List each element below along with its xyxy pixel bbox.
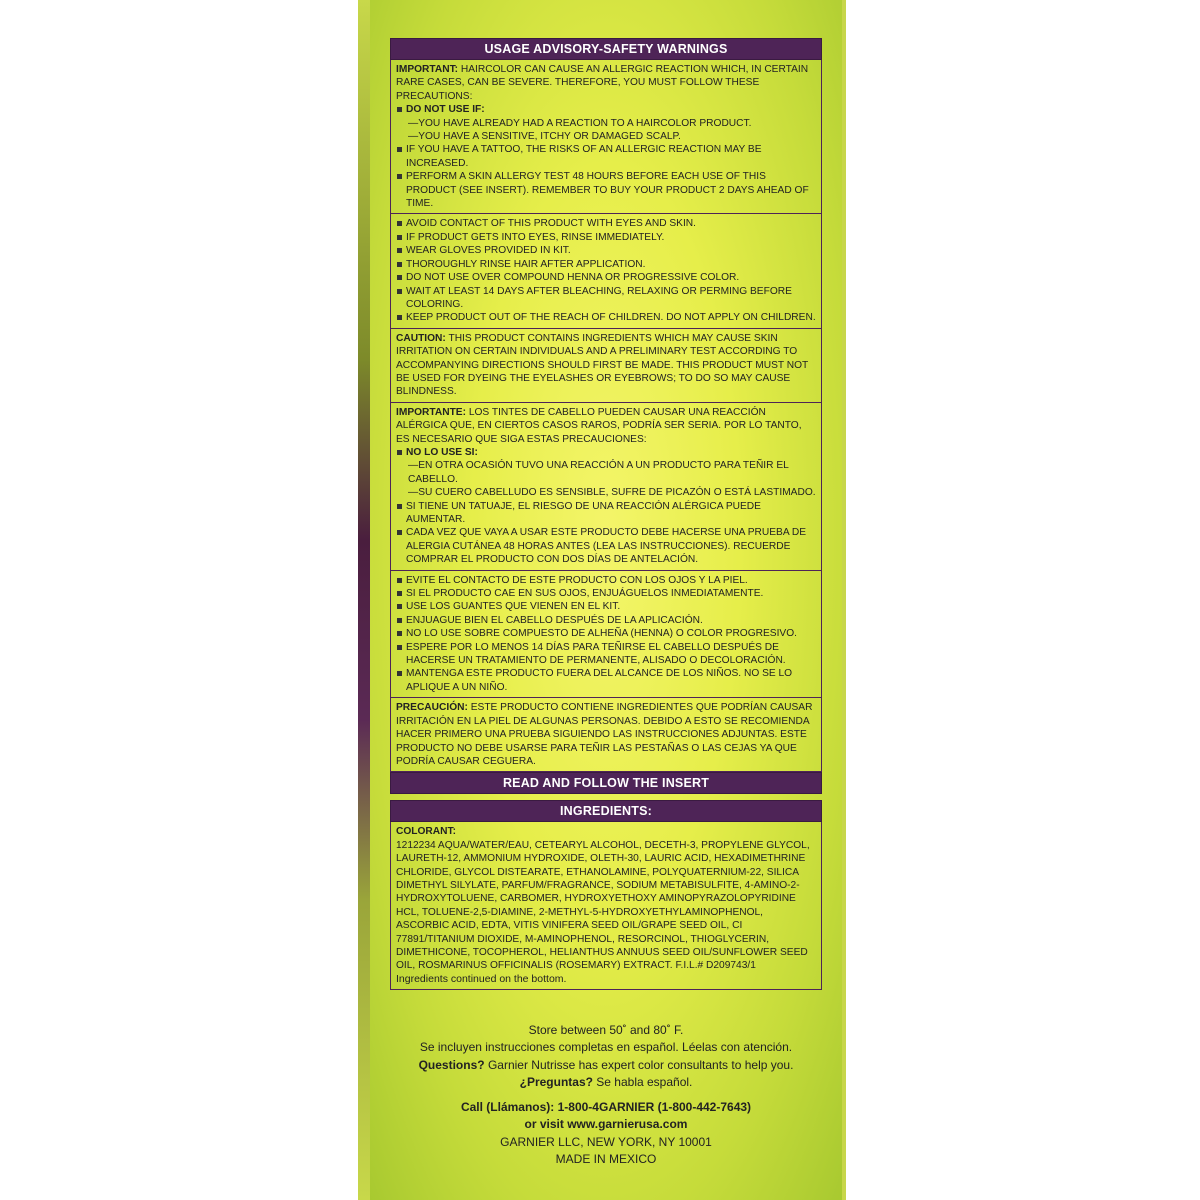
es-caution-text: ESTE PRODUCTO CONTIENE INGREDIENTES QUE PODRÍAN CAUSAR IRRITACIÓN EN LA PIEL DE ALGUNAS PERSONAS. DEBIDO A ESTO SE RECOMIENDA HACER PRIMERO UNA PRUEBA SIGUIENDO LAS INSTRUCCIONES ADJUNTAS. ESTE PRODUCTO NO DEBE USARSE PARA TEÑIR LAS PESTAÑAS O LAS CEJAS YA QUE PODRÍA CAUSAR CEGUERA. [396,702,813,767]
read-insert-banner: READ AND FOLLOW THE INSERT [390,772,822,794]
es-bullet-item: SI TIENE UN TATUAJE, EL RIESGO DE UNA REACCIÓN ALÉRGICA PUEDE AUMENTAR. [396,500,816,527]
en-caution-label: CAUTION: [396,332,446,344]
en-precaution-item: WAIT AT LEAST 14 DAYS AFTER BLEACHING, RELAXING OR PERMING BEFORE COLORING. [396,285,816,312]
colorant-text: 1212234 AQUA/WATER/EAU, CETEARYL ALCOHOL, DECETH-3, PROPYLENE GLYCOL, LAURETH-12, AMMONIUM HYDROXIDE, OLETH-30, LAURIC ACID, HEXADIMETHRINE CHLORIDE, GLYCOL DISTEARATE, ETHANOLAMINE, POLYQUATERNIUM-22, SILICA DIMETHYL SILYLATE, PARFUM/FRAGRANCE, SODIUM METABISULFITE, 4-AMINO-2-HYDROXYTOLUENE, CARBOMER, HYDROXYETHOXY AMINOPYRAZOLOPYRIDINE HCL, TOLUENE-2,5-DIAMINE, 2-METHYL-5-HYDROXYETHYLAMINOPHENOL, ASCORBIC ACID, EDTA, VITIS VINIFERA SEED OIL/GRAPE SEED OIL, CI 77891/TITANIUM DIOXIDE, M-AMINOPHENOL, RESORCINOL, THIOGLYCERIN, DIMETHICONE, TOCOPHEROL, HELIANTHUS ANNUUS SEED OIL/SUNFLOWER SEED OIL, ROSMARINUS OFFICINALIS (ROSEMARY) EXTRACT. F.I.L.# D209743/1 [396,839,810,972]
label-content [390,38,822,990]
en-precaution-item: IF PRODUCT GETS INTO EYES, RINSE IMMEDIATELY. [396,231,816,244]
es-precaution-item: ENJUAGUE BIEN EL CABELLO DESPUÉS DE LA APLICACIÓN. [396,614,816,627]
en-bullet-item: IF YOU HAVE A TATTOO, THE RISKS OF AN ALLERGIC REACTION MAY BE INCREASED. [396,143,816,170]
ingredients-header: INGREDIENTS: [390,800,822,822]
en-important-section [391,60,821,213]
es-important-text: LOS TINTES DE CABELLO PUEDEN CAUSAR UNA REACCIÓN ALÉRGICA QUE, EN CIERTOS CASOS RAROS, PODRÍA SER SERIA. POR LO TANTO, ES NECESARIO QUE SIGA ESTAS PRECAUCIONES: [396,406,802,445]
es-precaution-item: MANTENGA ESTE PRODUCTO FUERA DEL ALCANCE DE LOS NIÑOS. NO SE LO APLIQUE A UN NIÑO. [396,667,816,694]
footer-info [390,1022,822,1168]
en-important-label: IMPORTANT: [396,64,459,75]
es-caution-label: PRECAUCIÓN: [396,702,468,714]
en-bullet-item: PERFORM A SKIN ALLERGY TEST 48 HOURS BEFORE EACH USE OF THIS PRODUCT (SEE INSERT). REMEMBER TO BUY YOUR PRODUCT 2 DAYS AHEAD OF TIME. [396,170,816,210]
es-important-label: IMPORTANTE: [396,406,466,418]
spanish-instructions: Se incluyen instrucciones completas en español. Léelas con atención. [419,1040,793,1055]
es-important-section [391,402,821,570]
preguntas-text: Se habla español. [596,1074,693,1089]
es-caution-section [391,697,821,771]
preguntas-label: ¿Preguntas? [519,1074,593,1089]
en-caution-section [391,328,821,402]
ingredients-box [390,822,822,990]
colorant-section [391,822,821,989]
es-dash-item: — SU CUERO CABELLUDO ES SENSIBLE, SUFRE DE PICAZÓN O ESTÁ LASTIMADO. [408,486,816,499]
es-dash-item: — EN OTRA OCASIÓN TUVO UNA REACCIÓN A UN PRODUCTO PARA TEÑIR EL CABELLO. [408,459,816,486]
es-precaution-item: NO LO USE SOBRE COMPUESTO DE ALHEÑA (HENNA) O COLOR PROGRESIVO. [396,627,816,640]
es-do-not-use: NO LO USE SI: [396,446,816,459]
en-precaution-item: AVOID CONTACT OF THIS PRODUCT WITH EYES AND SKIN. [396,217,816,230]
en-dash-item: — YOU HAVE A SENSITIVE, ITCHY OR DAMAGED SCALP. [408,130,816,143]
en-precaution-item: KEEP PRODUCT OUT OF THE REACH OF CHILDREN. DO NOT APPLY ON CHILDREN. [396,311,816,324]
en-precaution-item: THOROUGHLY RINSE HAIR AFTER APPLICATION. [396,258,816,271]
es-precaution-item: ESPERE POR LO MENOS 14 DÍAS PARA TEÑIRSE EL CABELLO DESPUÉS DE HACERSE UN TRATAMIENTO DE PERMANENTE, ALISADO O DECOLORACIÓN. [396,641,816,668]
en-precautions-section [391,213,821,327]
en-dash-item: — YOU HAVE ALREADY HAD A REACTION TO A HAIRCOLOR PRODUCT. [408,117,816,130]
questions-text: Garnier Nutrisse has expert color consultants to help you. [487,1057,794,1072]
en-precaution-item: DO NOT USE OVER COMPOUND HENNA OR PROGRESSIVE COLOR. [396,271,816,284]
company-address: GARNIER LLC, NEW YORK, NY 10001 [500,1134,712,1149]
es-precaution-item: SI EL PRODUCTO CAE EN SUS OJOS, ENJUÁGUELOS INMEDIATAMENTE. [396,587,816,600]
made-in: MADE IN MEXICO [555,1152,657,1167]
website: or visit www.garnierusa.com [524,1117,688,1132]
usage-advisory-header: USAGE ADVISORY-SAFETY WARNINGS [390,38,822,60]
es-precaution-item: EVITE EL CONTACTO DE ESTE PRODUCTO CON LOS OJOS Y LA PIEL. [396,574,816,587]
colorant-label: COLORANT: [396,826,456,838]
ingredients-note: Ingredients continued on the bottom. [396,972,567,985]
es-bullet-item: CADA VEZ QUE VAYA A USAR ESTE PRODUCTO DEBE HACERSE UNA PRUEBA DE ALERGIA CUTÁNEA 48 HORAS ANTES (LEA LAS INSTRUCCIONES). RECUERDE COMPRAR EL PRODUCTO CON DOS DÍAS DE ANTELACIÓN. [396,526,816,566]
es-precaution-item: USE LOS GUANTES QUE VIENEN EN EL KIT. [396,600,816,613]
package-side-panel [370,0,842,1200]
en-do-not-use: DO NOT USE IF: [396,103,816,116]
warnings-box [390,60,822,772]
en-precaution-item: WEAR GLOVES PROVIDED IN KIT. [396,244,816,257]
box-right-edge [842,0,846,1200]
es-precautions-section [391,570,821,698]
storage-temperature: Store between 50˚ and 80˚ F. [528,1023,684,1037]
questions-label: Questions? [418,1057,485,1072]
call-number: Call (Llámanos): 1-800-4GARNIER (1-800-442-7643) [460,1100,752,1115]
en-caution-text: THIS PRODUCT CONTAINS INGREDIENTS WHICH MAY CAUSE SKIN IRRITATION ON CERTAIN INDIVIDUALS AND A PRELIMINARY TEST ACCORDING TO ACCOMPANYING DIRECTIONS SHOULD FIRST BE MADE. THIS PRODUCT MUST NOT BE USED FOR DYEING THE EYELASHES OR EYEBROWS; TO DO SO MAY CAUSE BLINDNESS. [396,332,809,398]
en-important-text: HAIRCOLOR CAN CAUSE AN ALLERGIC REACTION WHICH, IN CERTAIN RARE CASES, CAN BE SEVERE. THEREFORE, YOU MUST FOLLOW THESE PRECAUTIONS: [396,64,809,102]
